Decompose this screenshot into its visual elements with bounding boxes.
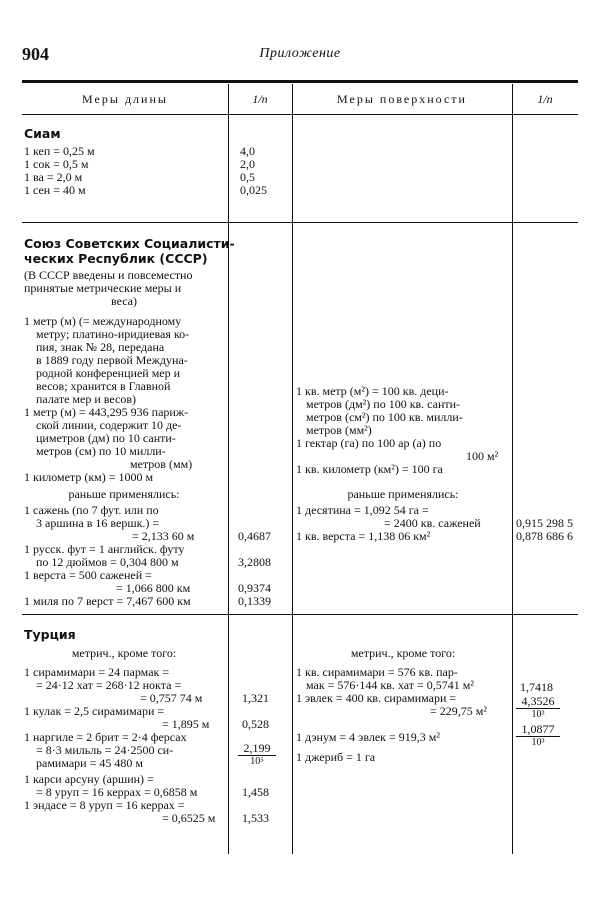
ussr-note: принятые метрические меры и	[24, 281, 182, 295]
turkey-area-text: 1 кв. сирамимари = 576 кв. пар-	[296, 665, 458, 679]
siam-row: 1 сок = 0,5 м	[24, 157, 89, 171]
ussr-old-length: 1 миля по 7 верст = 7,467 600 км	[24, 594, 191, 608]
ussr-area-text: метров (мм²)	[306, 423, 372, 437]
turkey-length-text: 1 кулак = 2,5 сирамимари =	[24, 704, 165, 718]
vertical-rule-2	[292, 84, 293, 854]
turkey-length-text: = 0,757 74 м	[140, 691, 203, 705]
ussr-old-area-value: 0,915 298 5	[516, 516, 573, 530]
ussr-old-length: 1 верста = 500 саженей =	[24, 568, 152, 582]
siam-value: 0,5	[240, 170, 255, 184]
fraction-numerator: 1,0877	[521, 722, 555, 736]
siam-value: 4,0	[240, 144, 255, 158]
header-length-measures: Меры длины	[82, 92, 168, 106]
page-number: 904	[22, 44, 49, 64]
ussr-area-text: 1 кв. километр (км²) = 100 га	[296, 462, 443, 476]
ussr-length-text: ской линии, содержит 10 де-	[36, 418, 182, 432]
turkey-length-value: 0,528	[242, 717, 269, 731]
ussr-length-text: 1 метр (м) (= международному	[24, 314, 182, 328]
turkey-length-value: 1,321	[242, 691, 269, 705]
ussr-old-length-value: 0,4687	[238, 529, 271, 543]
top-rule-thick	[22, 80, 578, 83]
header-bottom-rule	[22, 114, 578, 115]
fraction-numerator: 4,3526	[521, 694, 555, 708]
fraction-denominator: 10³	[516, 708, 560, 720]
ussr-earlier-area: раньше применялись:	[347, 487, 459, 501]
ussr-length-text: метров (мм)	[130, 457, 193, 471]
ussr-area-text: 100 м²	[466, 449, 499, 463]
turkey-length-text: = 0,6525 м	[162, 811, 216, 825]
ussr-length-text: палате мер и весов)	[36, 392, 136, 406]
fraction-denominator: 10³	[516, 736, 560, 748]
ussr-old-length: 1 сажень (по 7 фут. или по	[24, 503, 159, 517]
ussr-note: (В СССР введены и повсеместно	[24, 268, 193, 282]
ussr-earlier-length: раньше применялись:	[68, 487, 180, 501]
section-title-ussr: ческих Республик (СССР)	[24, 251, 208, 266]
turkey-area-text: мак = 576·144 кв. хат = 0,5741 м²	[306, 678, 474, 692]
ussr-old-length-value: 0,9374	[238, 581, 271, 595]
turkey-length-text: = 8·3 мильль = 24·2500 си-	[36, 743, 174, 757]
ussr-old-length: 1 русск. фут = 1 английск. футу	[24, 542, 185, 556]
turkey-length-text: 1 эндасе = 8 уруп = 16 керрах =	[24, 798, 185, 812]
ussr-old-length: 3 аршина в 16 вершк.) =	[36, 516, 160, 530]
turkey-length-text: 1 наргиле = 2 брит = 2·4 ферсах	[24, 730, 187, 744]
turkey-area-text: 1 эвлек = 400 кв. сирамимари =	[296, 691, 457, 705]
ussr-area-text: 1 кв. метр (м²) = 100 кв. деци-	[296, 384, 449, 398]
turkey-length-text: = 1,895 м	[162, 717, 210, 731]
header-area-ratio: 1/n	[537, 92, 553, 106]
header-area-measures: Меры поверхности	[337, 92, 467, 106]
siam-row: 1 кеп = 0,25 м	[24, 144, 95, 158]
ussr-old-area: = 2400 кв. саженей	[384, 516, 481, 530]
turkey-area-text: = 229,75 м²	[430, 704, 487, 718]
ussr-area-text: метров (дм²) по 100 кв. санти-	[306, 397, 461, 411]
turkey-area-fraction	[516, 694, 560, 720]
siam-value: 0,025	[240, 183, 267, 197]
ussr-length-text: 1 метр (м) = 443,295 936 париж-	[24, 405, 189, 419]
siam-bottom-rule	[22, 222, 578, 223]
ussr-old-length: по 12 дюймов = 0,304 800 м	[36, 555, 179, 569]
ussr-length-text: пия, знак № 28, передана	[36, 340, 165, 354]
ussr-bottom-rule	[22, 614, 578, 615]
section-title-turkey: Турция	[24, 627, 76, 642]
header-length-ratio: 1/n	[252, 92, 268, 106]
ussr-note: веса)	[110, 294, 137, 308]
running-title: Приложение	[259, 46, 341, 61]
ussr-old-area: 1 кв. верста = 1,138 06 км²	[296, 529, 431, 543]
ussr-old-length: = 2,133 60 м	[132, 529, 195, 543]
fraction-numerator: 2,199	[243, 741, 271, 755]
ussr-area-text: метров (см²) по 100 кв. милли-	[306, 410, 463, 424]
turkey-area-text: 1 джериб = 1 га	[296, 750, 376, 764]
section-title-siam: Сиам	[24, 126, 61, 141]
turkey-length-fraction	[238, 741, 276, 767]
siam-row: 1 сен = 40 м	[24, 183, 86, 197]
ussr-old-area-value: 0,878 686 6	[516, 529, 573, 543]
turkey-length-text: 1 сирамимари = 24 пармак =	[24, 665, 170, 679]
ussr-old-length-value: 0,1339	[238, 594, 271, 608]
ussr-length-text: метру; платино-иридиевая ко-	[36, 327, 190, 341]
section-title-ussr: Союз Советских Социалисти-	[24, 236, 235, 251]
ussr-length-text: 1 километр (км) = 1000 м	[24, 470, 154, 484]
turkey-length-text: 1 карси арсуну (аршин) =	[24, 772, 154, 786]
turkey-length-text: рамимари = 45 480 м	[36, 756, 143, 770]
turkey-length-value: 1,458	[242, 785, 269, 799]
vertical-rule-1	[228, 84, 229, 854]
turkey-length-value: 1,533	[242, 811, 269, 825]
ussr-old-length-value: 3,2808	[238, 555, 271, 569]
turkey-length-text: = 24·12 хат = 268·12 нокта =	[36, 678, 182, 692]
turkey-area-text: 1 дэнум = 4 эвлек = 919,3 м²	[296, 730, 440, 744]
ussr-old-area: 1 десятина = 1,092 54 га =	[296, 503, 429, 517]
turkey-area-value: 1,7418	[520, 680, 553, 694]
ussr-length-text: метров (см) по 10 милли-	[36, 444, 166, 458]
ussr-length-text: циметров (дм) по 10 санти-	[36, 431, 176, 445]
turkey-length-text: = 8 уруп = 16 керрах = 0,6858 м	[36, 785, 198, 799]
ussr-length-text: весов; хранится в Главной	[36, 379, 171, 393]
ussr-area-text: 1 гектар (га) по 100 ар (а) по	[296, 436, 442, 450]
turkey-intro-length: метрич., кроме того:	[71, 646, 177, 660]
turkey-intro-area: метрич., кроме того:	[350, 646, 456, 660]
vertical-rule-3	[512, 84, 513, 854]
fraction-denominator: 10⁵	[238, 755, 276, 767]
ussr-old-length: = 1,066 800 км	[116, 581, 191, 595]
ussr-length-text: в 1889 году первой Междуна-	[36, 353, 188, 367]
siam-value: 2,0	[240, 157, 255, 171]
ussr-length-text: родной конференцией мер и	[36, 366, 181, 380]
turkey-area-fraction	[516, 722, 560, 748]
siam-row: 1 ва = 2,0 м	[24, 170, 83, 184]
